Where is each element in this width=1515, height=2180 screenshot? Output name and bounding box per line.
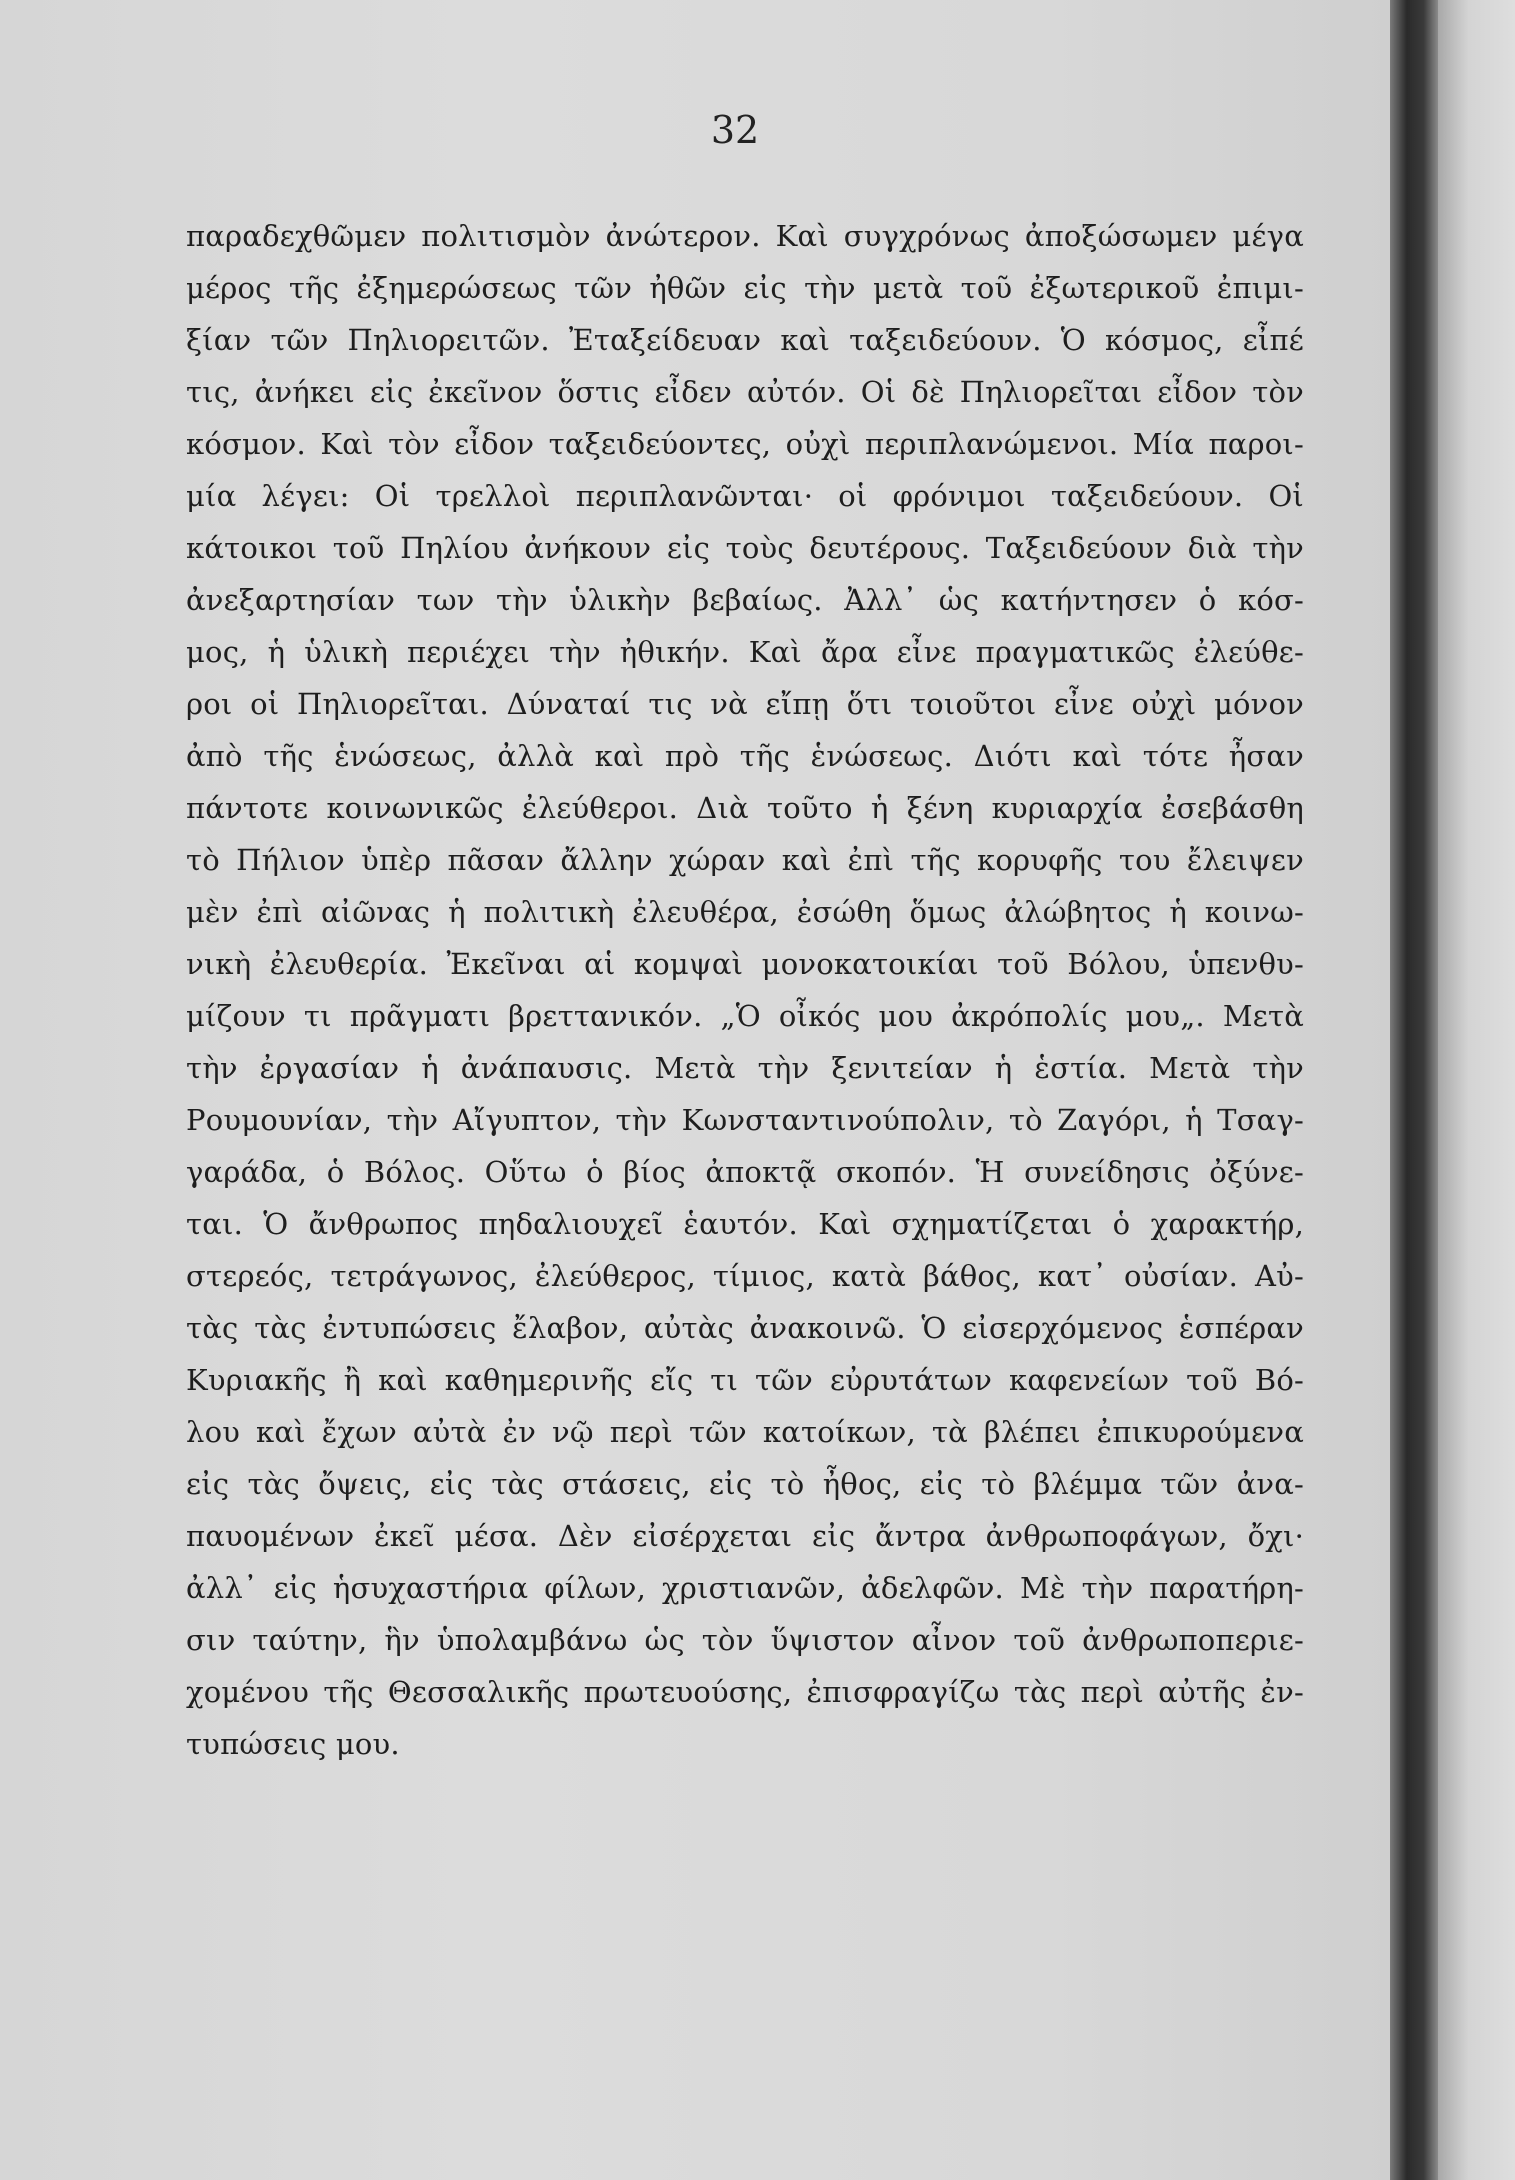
text-line: Κυριακῆς ἢ καὶ καθημερινῆς εἴς τι τῶν εὐρυτάτων καφενείων τοῦ Βό- [186, 1363, 1304, 1397]
text-line: γαράδα, ὁ Βόλος. Οὕτω ὁ βίος ἀποκτᾷ σκοπόν. Ἡ συνείδησις ὀξύνε- [186, 1155, 1304, 1189]
text-line: μέρος τῆς ἐξημερώσεως τῶν ἠθῶν εἰς τὴν μετὰ τοῦ ἐξωτερικοῦ ἐπιμι- [186, 271, 1304, 305]
text-line: παυομένων ἐκεῖ μέσα. Δὲν εἰσέρχεται εἰς ἄντρα ἀνθρωποφάγων, ὄχι· [186, 1519, 1304, 1553]
text-line: κόσμον. Καὶ τὸν εἶδον ταξειδεύοντες, οὐχὶ περιπλανώμενοι. Μία παροι- [186, 427, 1304, 461]
text-line: τις, ἀνήκει εἰς ἐκεῖνον ὅστις εἶδεν αὐτόν. Οἱ δὲ Πηλιορεῖται εἶδον τὸν [186, 375, 1304, 409]
text-line: ται. Ὁ ἄνθρωπος πηδαλιουχεῖ ἑαυτόν. Καὶ σχηματίζεται ὁ χαρακτήρ, [186, 1207, 1304, 1241]
text-line: νικὴ ἐλευθερία. Ἐκεῖναι αἱ κομψαὶ μονοκατοικίαι τοῦ Βόλου, ὑπενθυ- [186, 947, 1304, 981]
text-line: εἰς τὰς ὄψεις, εἰς τὰς στάσεις, εἰς τὸ ἦθος, εἰς τὸ βλέμμα τῶν ἀνα- [186, 1467, 1304, 1501]
text-line: μος, ἡ ὑλικὴ περιέχει τὴν ἠθικήν. Καὶ ἄρα εἶνε πραγματικῶς ἐλεύθε- [186, 635, 1304, 669]
text-line: παραδεχθῶμεν πολιτισμὸν ἀνώτερον. Καὶ συγχρόνως ἀποξώσωμεν μέγα [186, 219, 1304, 253]
text-line: ἀπὸ τῆς ἑνώσεως, ἀλλὰ καὶ πρὸ τῆς ἑνώσεως. Διότι καὶ τότε ἦσαν [186, 739, 1304, 773]
text-line: μίζουν τι πρᾶγματι βρεττανικόν. „Ὁ οἶκός μου ἀκρόπολίς μου„. Μετὰ [186, 999, 1304, 1033]
text-line: Ρουμουνίαν, τὴν Αἴγυπτον, τὴν Κωνσταντινούπολιν, τὸ Ζαγόρι, ἡ Τσαγ- [186, 1103, 1304, 1137]
body-text [186, 210, 1304, 1770]
text-line: τὰς τὰς ἐντυπώσεις ἔλαβον, αὐτὰς ἀνακοινῶ. Ὁ εἰσερχόμενος ἑσπέραν [186, 1311, 1304, 1345]
text-line: ἀλλ᾽ εἰς ἡσυχαστήρια φίλων, χριστιανῶν, ἀδελφῶν. Μὲ τὴν παρατήρη- [186, 1571, 1304, 1605]
text-line: μία λέγει: Οἱ τρελλοὶ περιπλανῶνται· οἱ φρόνιμοι ταξειδεύουν. Οἱ [186, 479, 1304, 513]
text-line: σιν ταύτην, ἣν ὑπολαμβάνω ὡς τὸν ὕψιστον αἶνον τοῦ ἀνθρωποπεριε- [186, 1623, 1304, 1657]
page-number: 32 [710, 108, 760, 152]
next-page-edge [1438, 0, 1515, 2180]
text-line: ροι οἱ Πηλιορεῖται. Δύναταί τις νὰ εἴπῃ ὅτι τοιοῦτοι εἶνε οὐχὶ μόνον [186, 687, 1304, 721]
text-line: λου καὶ ἔχων αὐτὰ ἐν νῷ περὶ τῶν κατοίκων, τὰ βλέπει ἐπικυρούμενα [186, 1415, 1304, 1449]
text-line: πάντοτε κοινωνικῶς ἐλεύθεροι. Διὰ τοῦτο ἡ ξένη κυριαρχία ἐσεβάσθη [186, 791, 1304, 825]
text-line: χομένου τῆς Θεσσαλικῆς πρωτευούσης, ἐπισφραγίζω τὰς περὶ αὐτῆς ἐν- [186, 1675, 1304, 1709]
text-line: τὴν ἐργασίαν ἡ ἀνάπαυσις. Μετὰ τὴν ξενιτείαν ἡ ἑστία. Μετὰ τὴν [186, 1051, 1304, 1085]
text-line: τυπώσεις μου. [186, 1727, 400, 1761]
text-line: τὸ Πήλιον ὑπὲρ πᾶσαν ἄλλην χώραν καὶ ἐπὶ τῆς κορυφῆς του ἔλειψεν [186, 843, 1304, 877]
text-line: μὲν ἐπὶ αἰῶνας ἡ πολιτικὴ ἐλευθέρα, ἐσώθη ὅμως ἀλώβητος ἡ κοινω- [186, 895, 1304, 929]
text-line: ξίαν τῶν Πηλιορειτῶν. Ἐταξείδευαν καὶ ταξειδεύουν. Ὁ κόσμος, εἶπέ [186, 323, 1304, 357]
text-line: στερεός, τετράγωνος, ἐλεύθερος, τίμιος, κατὰ βάθος, κατ᾽ οὐσίαν. Αὐ- [186, 1259, 1304, 1293]
text-line: κάτοικοι τοῦ Πηλίου ἀνήκουν εἰς τοὺς δευτέρους. Ταξειδεύουν διὰ τὴν [186, 531, 1304, 565]
binding-shadow [1390, 0, 1438, 2180]
text-line: ἀνεξαρτησίαν των τὴν ὑλικὴν βεβαίως. Ἀλλ᾽ ὡς κατήντησεν ὁ κόσ- [186, 583, 1304, 617]
